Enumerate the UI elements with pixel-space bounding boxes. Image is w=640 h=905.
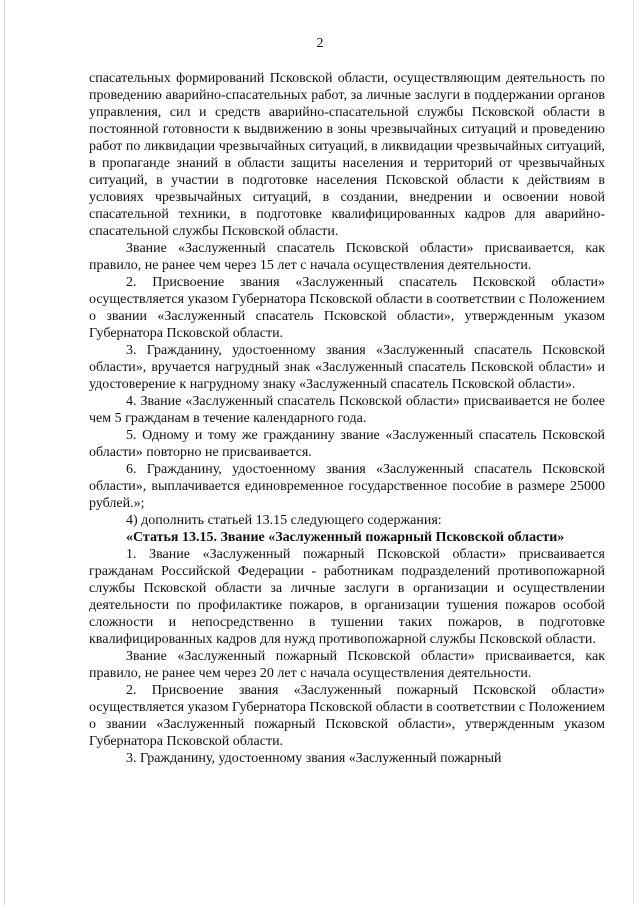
paragraph-firefighter-item-1: 1. Звание «Заслуженный пожарный Псковской области» присваивается гражданам Российской Федерации - работникам подразделений противопожарной службы Псковской области за личные заслуги в организации и осуществлении деятельности по профилактике пожаров, в организации тушения пожаров особой сложности и непосредственно в тушении таких пожаров, в подготовке квалифицированных кадров для нужд противопожарной службы Псковской области.: [89, 547, 605, 647]
paragraph-rescuer-term: Звание «Заслуженный спасатель Псковской области» присваивается, как правило, не ранее чем через 15 лет с начала осуществления деятельности.: [89, 241, 605, 273]
paragraph-amendment-4: 4) дополнить статьей 13.15 следующего содержания:: [126, 513, 442, 528]
paragraph-rescuer-item-6: 6. Гражданину, удостоенному звания «Заслуженный спасатель Псковской области», выплачивается единовременное государственное пособие в размере 25000 рублей.»;: [89, 462, 605, 511]
article-heading: «Статья 13.15. Звание «Заслуженный пожарный Псковской области»: [126, 530, 565, 545]
paragraph-rescuer-item-3: 3. Гражданину, удостоенному звания «Заслуженный спасатель Псковской области», вручается нагрудный знак «Заслуженный спасатель Псковской области» и удостоверение к нагрудному знаку «Заслуженный спасатель Псковской области».: [89, 343, 605, 392]
scan-edge-left: [4, 0, 5, 905]
page-number: 2: [316, 36, 324, 51]
scan-edge-right: [633, 0, 634, 905]
paragraph-rescuer-item-5: 5. Одному и тому же гражданину звание «Заслуженный спасатель Псковской области» повторно не присваивается.: [89, 428, 605, 460]
paragraph-firefighter-item-3: 3. Гражданину, удостоенному звания «Заслуженный пожарный: [126, 751, 502, 766]
paragraph-rescuer-item-4: 4. Звание «Заслуженный спасатель Псковской области» присваивается не более чем 5 гражданам в течение календарного года.: [89, 394, 605, 426]
paragraph-continuation: спасательных формирований Псковской области, осуществляющим деятельность по проведению аварийно-спасательных работ, за личные заслуги в поддержании органов управления, сил и средств аварийно-спасательной службы Псковской области в постоянной готовности к выдвижению в зоны чрезвычайных ситуаций и проведению работ по ликвидации чрезвычайных ситуаций, в ликвидации чрезвычайных ситуаций, в пропаганде знаний в области защиты населения и территорий от чрезвычайных ситуаций, в участии в подготовке населения Псковской области к действиям в условиях чрезвычайных ситуаций, в создании, внедрении и освоении новой спасательной техники, в подготовке квалифицированных кадров для аварийно-спасательной службы Псковской области.: [89, 71, 605, 239]
document-body: [89, 70, 605, 767]
paragraph-firefighter-term: Звание «Заслуженный пожарный Псковской области» присваивается, как правило, не ранее чем через 20 лет с начала осуществления деятельности.: [89, 649, 605, 681]
paragraph-firefighter-item-2: 2. Присвоение звания «Заслуженный пожарный Псковской области» осуществляется указом Губернатора Псковской области в соответствии с Положением о звании «Заслуженный пожарный Псковской области», утвержденным указом Губернатора Псковской области.: [89, 683, 605, 749]
paragraph-rescuer-item-2: 2. Присвоение звания «Заслуженный спасатель Псковской области» осуществляется указом Губернатора Псковской области в соответствии с Положением о звании «Заслуженный спасатель Псковской области», утвержденным указом Губернатора Псковской области.: [89, 275, 605, 341]
